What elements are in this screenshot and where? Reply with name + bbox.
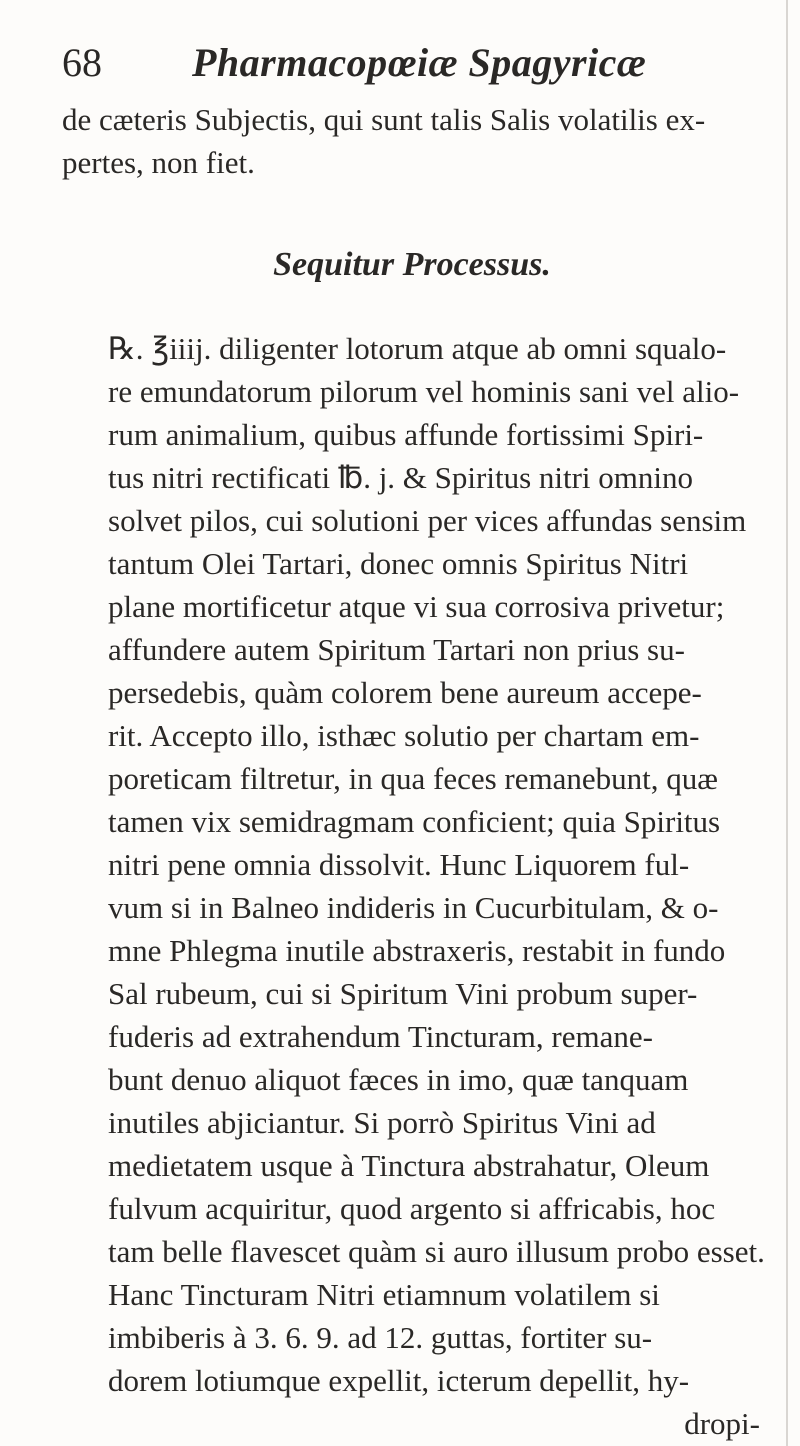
- page-number: 68: [62, 40, 102, 85]
- text-line: vum si in Balneo indideris in Cucurbitulam, & o-: [108, 890, 719, 925]
- text-line: pertes, non fiet.: [62, 145, 255, 180]
- text-line: mne Phlegma inutile abstraxeris, restabit in fundo: [108, 933, 726, 968]
- intro-paragraph: [62, 98, 762, 184]
- page-header: [62, 38, 762, 88]
- text-line: nitri pene omnia dissolvit. Hunc Liquorem ful-: [108, 847, 690, 882]
- text-line: medietatem usque à Tinctura abstrahatur, Oleum: [108, 1148, 710, 1183]
- running-title: Pharmacopœiæ Spagyricæ: [192, 40, 647, 85]
- text-line: de cæteris Subjectis, qui sunt talis Salis volatilis ex-: [62, 102, 706, 137]
- section-heading: Sequitur Processus.: [273, 246, 551, 283]
- text-line: Sal rubeum, cui si Spiritum Vini probum super-: [108, 976, 698, 1011]
- text-line: rit. Accepto illo, isthæc solutio per chartam em-: [108, 718, 700, 753]
- text-line: tamen vix semidragmam conficient; quia Spiritus: [108, 804, 721, 839]
- text-line: rum animalium, quibus affunde fortissimi Spiri-: [108, 417, 704, 452]
- text-line: re emundatorum pilorum vel hominis sani vel alio-: [108, 374, 740, 409]
- text-line: tus nitri rectificati ℔. j. & Spiritus nitri omnino: [108, 460, 694, 495]
- text-line: plane mortificetur atque vi sua corrosiva privetur;: [108, 589, 725, 624]
- text-line: inutiles abjiciantur. Si porrò Spiritus Vini ad: [108, 1105, 656, 1140]
- text-line: dorem lotiumque expellit, icterum depellit, hy-: [108, 1363, 690, 1398]
- text-line: imbiberis à 3. 6. 9. ad 12. guttas, fortiter su-: [108, 1320, 653, 1355]
- text-line: fulvum acquiritur, quod argento si affricabis, hoc: [108, 1191, 716, 1226]
- catchword: dropi-: [684, 1406, 760, 1441]
- text-line: ℞. ℥iiij. diligenter lotorum atque ab omni squalo-: [108, 331, 727, 366]
- text-line: tantum Olei Tartari, donec omnis Spiritus Nitri: [108, 546, 689, 581]
- text-line: Hanc Tincturam Nitri etiamnum volatilem si: [108, 1277, 660, 1312]
- text-line: bunt denuo aliquot fæces in imo, quæ tanquam: [108, 1062, 689, 1097]
- text-line: persedebis, quàm colorem bene aureum accepe-: [108, 675, 702, 710]
- text-line: affundere autem Spiritum Tartari non prius su-: [108, 632, 685, 667]
- body-paragraph: [108, 327, 768, 1402]
- text-line: poreticam filtretur, in qua feces remanebunt, quæ: [108, 761, 718, 796]
- page-edge-shadow: [786, 0, 788, 1446]
- text-line: tam belle flavescet quàm si auro illusum probo esset.: [108, 1234, 765, 1269]
- text-line: fuderis ad extrahendum Tincturam, remane-: [108, 1019, 653, 1054]
- text-line: solvet pilos, cui solutioni per vices affundas sensim: [108, 503, 747, 538]
